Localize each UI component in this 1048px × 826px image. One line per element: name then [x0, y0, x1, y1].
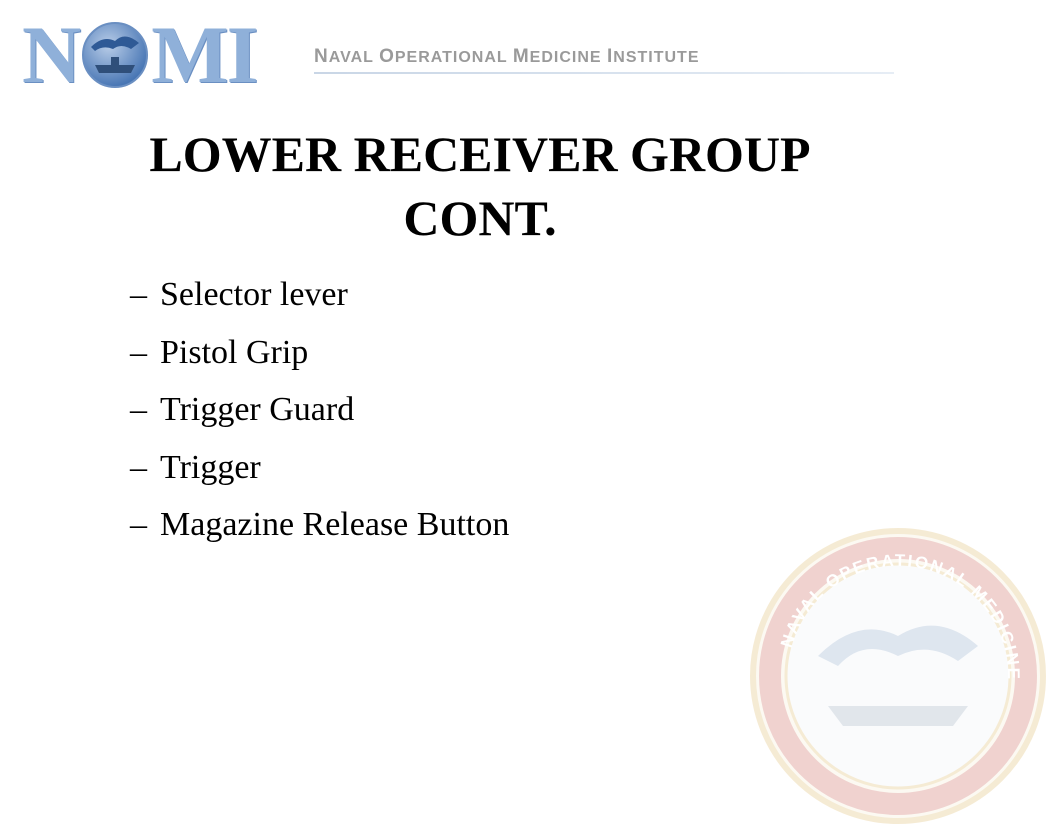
nomi-logo [22, 10, 882, 100]
seal-watermark-icon [748, 526, 1048, 826]
svg-text:NAVAL OPERATIONAL MEDICINE: NAVAL OPERATIONAL MEDICINE [776, 550, 1024, 682]
logo-letter-n: N [22, 9, 80, 100]
bullet-dash: – [130, 391, 147, 428]
title-line-1: LOWER RECEIVER GROUP [149, 126, 811, 182]
bullet-list [130, 266, 509, 554]
logo-wordmark [22, 10, 257, 100]
list-item: – Pistol Grip [130, 324, 509, 382]
bullet-dash: – [130, 448, 147, 486]
bullet-dash: – [130, 506, 147, 543]
list-item: – Magazine Release Button [130, 496, 509, 554]
list-item: – Selector lever [130, 266, 509, 324]
title-line-2: CONT. [403, 190, 557, 246]
logo-divider [314, 72, 894, 74]
logo-tagline: NAVAL OPERATIONAL MEDICINE INSTITUTE [314, 46, 700, 67]
globe-icon [81, 21, 149, 89]
logo-letter-m: M [151, 9, 227, 100]
slide-title [120, 122, 840, 250]
bullet-dash: – [130, 333, 147, 371]
bullet-dash: – [130, 276, 147, 313]
logo-letter-i: I [226, 9, 257, 100]
list-item: – Trigger Guard [130, 381, 509, 439]
list-item: – Trigger [130, 439, 509, 497]
